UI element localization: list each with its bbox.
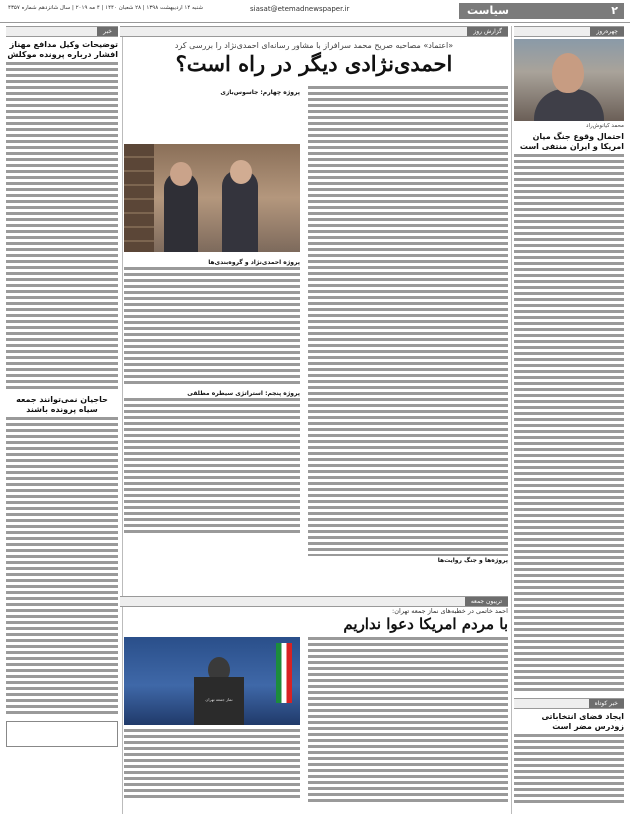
left-subcolumn	[124, 256, 300, 533]
main-article	[120, 26, 508, 814]
column-label-bar	[514, 26, 624, 37]
interview-photo	[124, 144, 300, 252]
website-address[interactable]: siasat@etemadnewspaper.ir	[250, 5, 350, 13]
article-body	[308, 637, 508, 802]
column-label-bar	[6, 26, 118, 37]
article-body	[514, 734, 624, 804]
dateline: شنبه ۱۴ اردیبهشت ۱۳۹۸ | ۲۸ شعبان ۱۴۴۰ | ۴ مه ۲۰۱۹ | سال شانزدهم شماره ۴۳۵۷	[8, 5, 203, 11]
subheading: پروژه‌ها و جنگ روایت‌ها	[437, 557, 508, 564]
column-tag: چهره‌روز	[590, 27, 624, 36]
portrait-photo	[514, 39, 624, 121]
article-headline[interactable]: توضیحات وکیل مدافع مهناز افشار درباره پرونده موکلش	[7, 40, 118, 59]
page-number: ۲	[611, 4, 618, 17]
friday-sermon-article	[120, 596, 508, 702]
left-column	[6, 26, 118, 814]
column-tag: تریبون جمعه	[465, 597, 508, 606]
column-label-bar	[120, 26, 508, 37]
article-body	[124, 729, 300, 801]
section-tab	[459, 3, 624, 19]
subheading: پروژه احمدی‌نژاد و گروه‌بندی‌ها	[208, 259, 300, 266]
subheading: پروژه پنجم: استراتژی سیطره مطلقی	[187, 390, 300, 397]
column-tag: خبر کوتاه	[589, 699, 624, 708]
subheading: پروژه چهارم: جاسوس‌بازی	[220, 89, 300, 96]
friday-prayer-photo	[124, 637, 300, 725]
article-body	[308, 86, 508, 556]
article-headline[interactable]: ایجاد فضای انتخاباتی زودرس مضر است	[541, 712, 624, 731]
column-label-bar	[514, 698, 624, 709]
article-body	[514, 154, 624, 694]
column-tag: گزارش روز	[467, 27, 508, 36]
article-body	[124, 398, 300, 533]
article-headline[interactable]: احتمال وقوع جنگ میان امریکا و ایران منتفی است	[519, 132, 624, 151]
section-name: سیاست	[467, 4, 509, 17]
main-kicker: «اعتماد» مصاحبه صریح محمد سرافراز با مشاور رسانه‌ای احمدی‌نژاد را بررسی کرد	[174, 41, 454, 50]
podium-text: نماز جمعه تهران	[205, 697, 233, 702]
article-body	[6, 62, 118, 392]
right-column	[514, 26, 624, 814]
friday-title[interactable]: با مردم امریکا دعوا نداریم	[343, 615, 508, 633]
column-tag: خبر	[97, 27, 118, 36]
friday-kicker: احمد خاتمی در خطبه‌های نماز جمعه تهران:	[392, 607, 508, 615]
article-headline[interactable]: حاجیان نمی‌توانند جمعه سیاه پرونده باشند	[16, 395, 108, 414]
article-kicker: محمد کیانوش‌راد	[586, 123, 624, 129]
advertisement-box	[6, 721, 118, 747]
page-header	[0, 0, 630, 23]
column-divider	[511, 26, 512, 814]
lower-subcolumn	[308, 554, 508, 565]
article-body	[6, 417, 118, 717]
article-body	[124, 267, 300, 387]
upper-subcolumn	[215, 86, 300, 97]
column-label-bar	[120, 597, 508, 607]
main-title[interactable]: احمدی‌نژادی دیگر در راه است؟	[175, 51, 453, 76]
